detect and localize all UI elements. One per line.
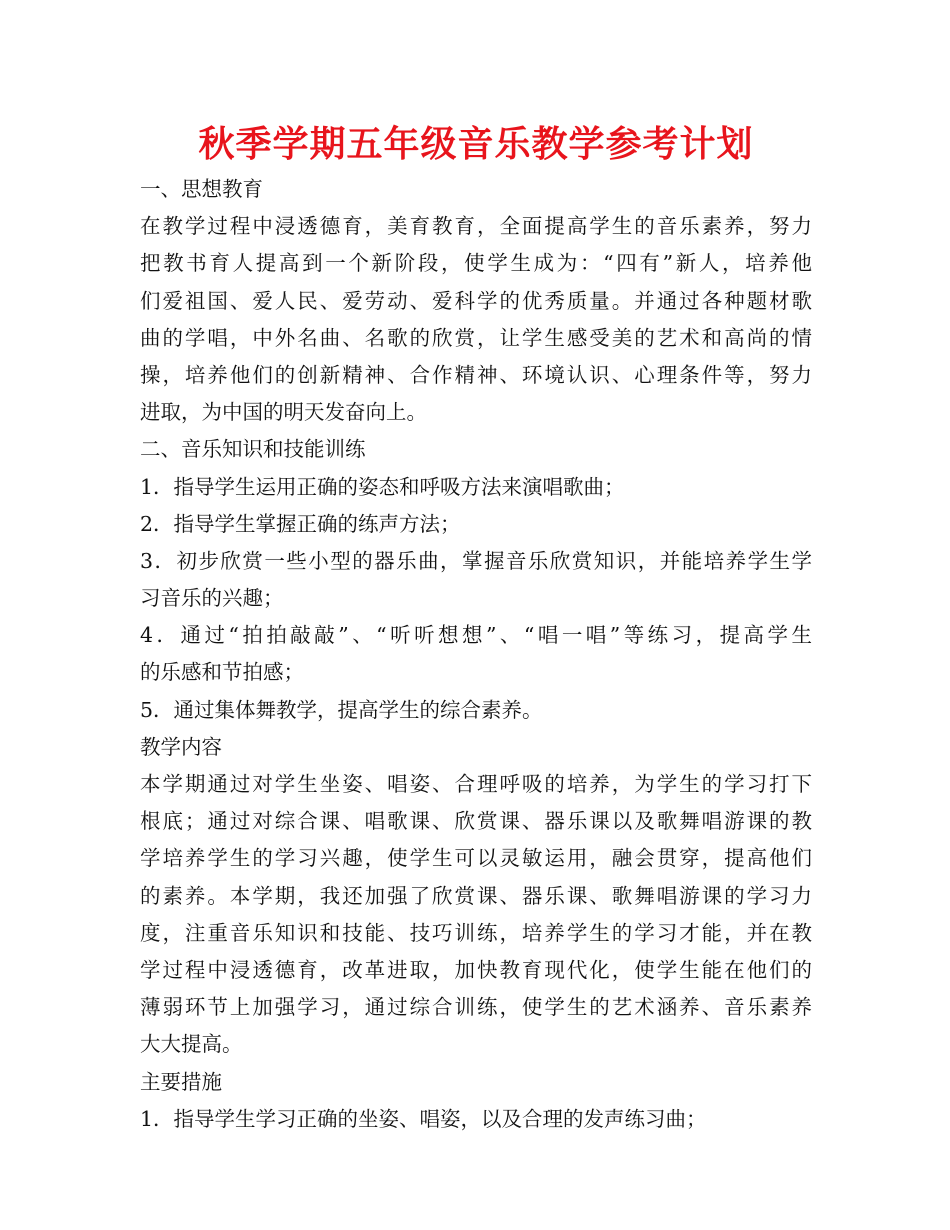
- document-line: 们爱祖国、爱人民、爱劳动、爱科学的优秀质量。并通过各种题材歌: [140, 288, 812, 313]
- document-line: 操，培养他们的创新精神、合作精神、环境认识、心理条件等，努力: [140, 362, 812, 387]
- document-line: 大大提高。: [140, 1032, 243, 1057]
- document-line: 主要措施: [140, 1069, 222, 1094]
- document-line: 1．指导学生运用正确的姿态和呼吸方法来演唱歌曲；: [140, 474, 625, 499]
- document-line: 4．通过“拍拍敲敲”、“听听想想”、“唱一唱”等练习，提高学生: [140, 623, 812, 648]
- document-line: 把教书育人提高到一个新阶段，使学生成为：“四有”新人，培养他: [140, 251, 812, 276]
- document-line: 进取，为中国的明天发奋向上。: [140, 400, 427, 425]
- document-line: 5．通过集体舞教学，提高学生的综合素养。: [140, 697, 543, 722]
- document-line: 学培养学生的学习兴趣，使学生可以灵敏运用，融会贯穿，提高他们: [140, 846, 812, 871]
- document-line: 在教学过程中浸透德育，美育教育，全面提高学生的音乐素养，努力: [140, 214, 812, 239]
- document-line: 本学期通过对学生坐姿、唱姿、合理呼吸的培养，为学生的学习打下: [140, 772, 812, 796]
- document-line: 习音乐的兴趣；: [140, 586, 284, 611]
- document-line: 学过程中浸透德育，改革进取，加快教育现代化，使学生能在他们的: [140, 957, 812, 982]
- document-title: 秋季学期五年级音乐教学参考计划: [198, 124, 754, 165]
- document-line: 根底；通过对综合课、唱歌课、欣赏课、器乐课以及歌舞唱游课的教: [140, 809, 812, 834]
- document-line: 1．指导学生学习正确的坐姿、唱姿，以及合理的发声练习曲；: [140, 1106, 707, 1131]
- document-line: 二、音乐知识和技能训练: [140, 437, 366, 462]
- document-line: 度，注重音乐知识和技能、技巧训练，培养学生的学习才能，并在教: [140, 920, 812, 945]
- document-body: [140, 171, 812, 1138]
- document-line: 一、思想教育: [140, 177, 263, 201]
- document-line: 的乐感和节拍感；: [140, 660, 304, 685]
- document-line: 教学内容: [140, 734, 222, 759]
- document-line: 2．指导学生掌握正确的练声方法；: [140, 511, 461, 536]
- document-line: 的素养。本学期，我还加强了欣赏课、器乐课、歌舞唱游课的学习力: [140, 883, 812, 908]
- document-line: 曲的学唱，中外名曲、名歌的欣赏，让学生感受美的艺术和高尚的情: [140, 325, 812, 350]
- document-line: 3．初步欣赏一些小型的器乐曲，掌握音乐欣赏知识，并能培养学生学: [140, 548, 812, 573]
- document-line: 薄弱环节上加强学习，通过综合训练，使学生的艺术涵养、音乐素养: [140, 995, 812, 1020]
